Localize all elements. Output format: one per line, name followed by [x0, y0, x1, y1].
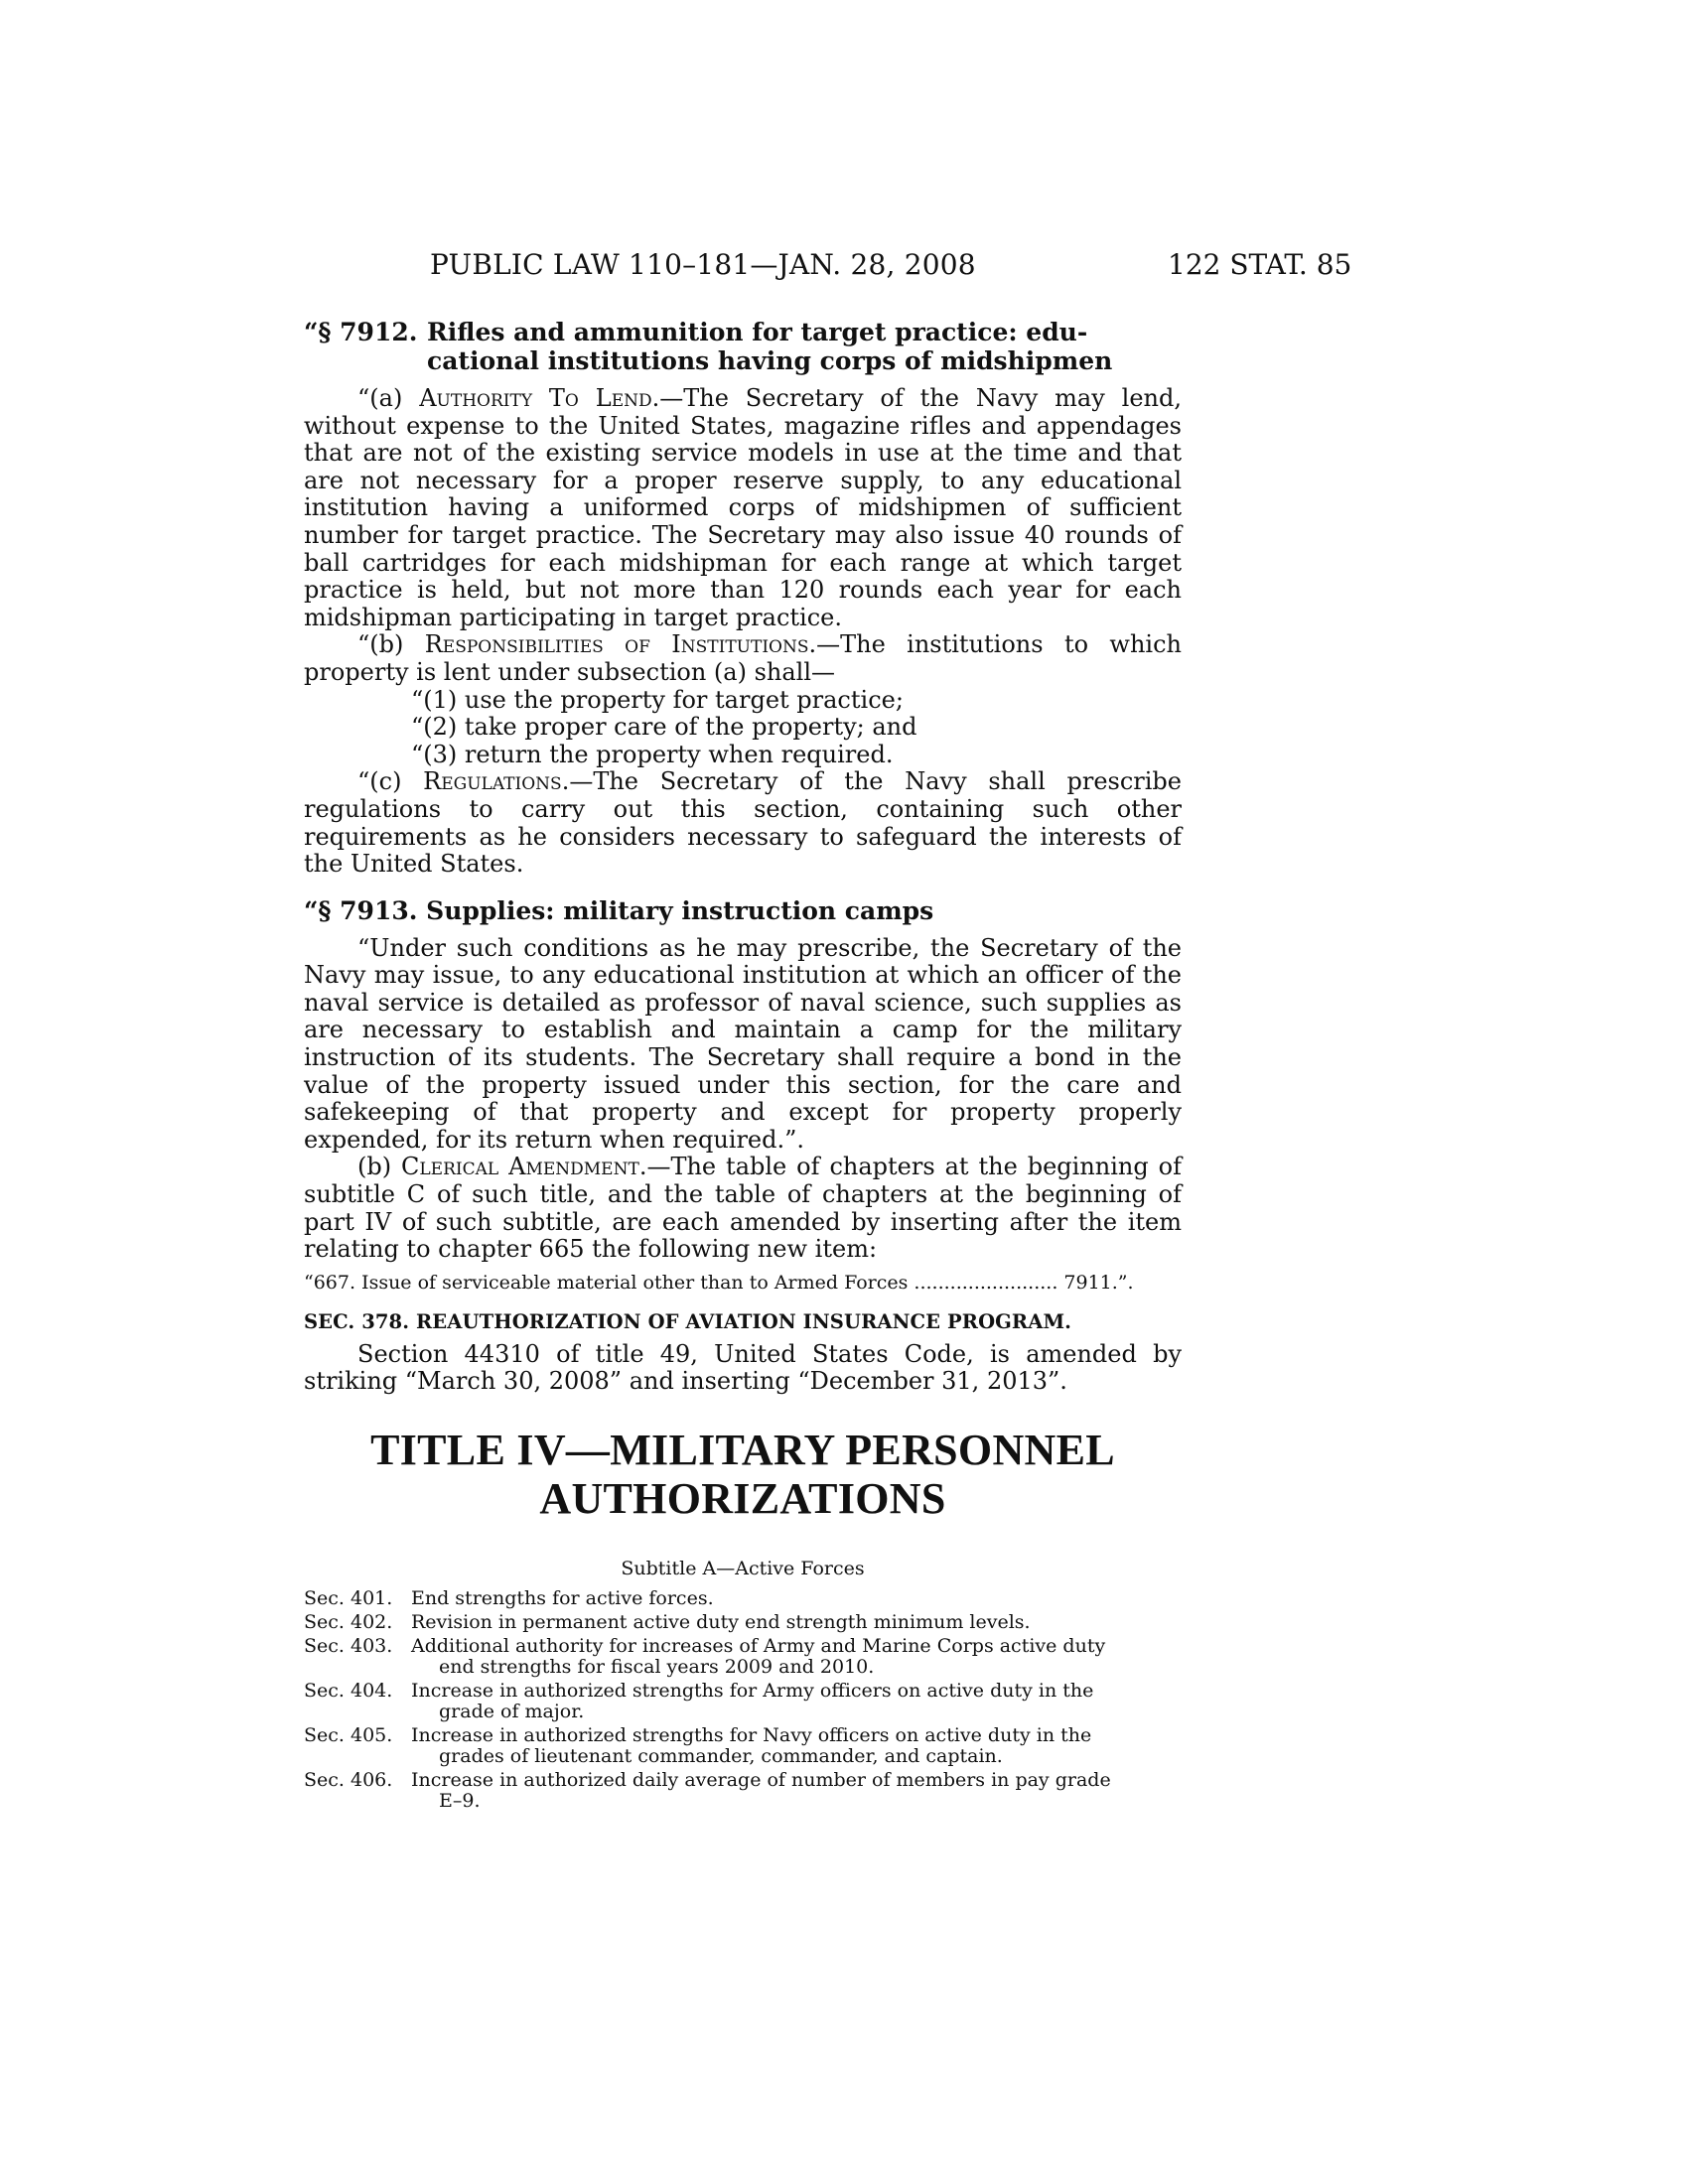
table-of-contents	[304, 1588, 1182, 1812]
toc-section-number: Sec. 403.	[304, 1635, 393, 1657]
subsection-c-heading: Regulations	[423, 767, 562, 796]
section-7912-heading	[304, 318, 1182, 375]
stat-page-number: 122 STAT. 85	[1168, 248, 1352, 281]
clerical-amendment-text: .—The table of chapters at the beginning of subtitle C of such title, and the table of chapters at the beginning of part IV of such subtitle, are each amended by inserting after the item relating to chapter 665 the following new item:	[304, 1153, 1183, 1264]
section-378-text: Section 44310 of title 49, United States Code, is amended by striking “March 30, 2008” and inserting “December 31, 2013”.	[304, 1339, 1182, 1396]
toc-section-description: Increase in authorized strengths for Army officers on active duty in the	[411, 1680, 1094, 1702]
subsection-b-label: “(b)	[357, 630, 425, 659]
document-body	[304, 318, 1182, 1815]
toc-entry	[304, 1636, 1182, 1678]
subsection-b-item-3: “(3) return the property when required.	[411, 740, 894, 768]
toc-section-description: End strengths for active forces.	[411, 1587, 714, 1609]
subsection-c-regulations	[304, 768, 1182, 878]
title-iv-heading	[304, 1426, 1182, 1523]
toc-entry	[304, 1770, 1182, 1812]
toc-section-description: Increase in authorized strengths for Navy officers on active duty in the	[411, 1724, 1092, 1746]
subsection-b-item-1: “(1) use the property for target practice;	[411, 685, 904, 714]
section-7913-heading: “§ 7913. Supplies: military instruction camps	[304, 895, 934, 925]
toc-entry	[304, 1612, 1182, 1633]
running-header	[0, 248, 1688, 288]
subsection-c-text: .—The Secretary of the Navy shall prescribe regulations to carry out this section, containing such other requirements as he considers necessary to safeguard the interests of the United States.	[304, 767, 1182, 879]
clerical-amendment-table-item: “667. Issue of serviceable material other than to Armed Forces ........................ 7911.”.	[304, 1271, 1134, 1294]
toc-section-description: Increase in authorized daily average of number of members in pay grade	[411, 1769, 1111, 1791]
toc-section-number: Sec. 404.	[304, 1680, 393, 1702]
toc-section-number: Sec. 401.	[304, 1587, 393, 1609]
public-law-citation: PUBLIC LAW 110–181—JAN. 28, 2008	[430, 248, 976, 281]
subsection-a-text: .—The Secretary of the Navy may lend, without expense to the United States, magazine rifles and appendages that are not of the existing service models in use at the time and that are not necessary for a proper reserve supply, to any educational institution having a uniformed corps of midshipmen of sufficient number for target practice. The Secretary may also issue 40 rounds of ball cartridges for each midshipman for each range at which target practice is held, but not more than 120 rounds each year for each midshipman participating in target practice.	[304, 384, 1182, 631]
toc-section-description: Additional authority for increases of Army and Marine Corps active duty	[411, 1635, 1106, 1657]
subsection-b-item-2: “(2) take proper care of the property; and	[411, 713, 917, 742]
section-7912-number: “§ 7912.	[304, 318, 418, 346]
section-7912-title-line-2: cational institutions having corps of midshipmen	[427, 346, 1113, 375]
toc-section-description-continued: end strengths for fiscal years 2009 and 2010.	[439, 1656, 875, 1678]
section-378-heading: SEC. 378. REAUTHORIZATION OF AVIATION INSURANCE PROGRAM.	[304, 1309, 1072, 1333]
subsection-b-responsibilities	[304, 631, 1182, 686]
toc-section-number: Sec. 402.	[304, 1611, 393, 1633]
clerical-amendment	[304, 1154, 1182, 1263]
section-7913-text: “Under such conditions as he may prescribe, the Secretary of the Navy may issue, to any educational institution at which an officer of the naval service is detailed as professor of naval science, such supplies as are necessary to establish and maintain a camp for the military instruction of its students. The Secretary shall require a bond in the value of the property issued under this section, for the care and safekeeping of that property and except for property properly expended, for its return when required.”.	[304, 933, 1182, 1154]
toc-entry	[304, 1588, 1182, 1609]
toc-entry	[304, 1681, 1182, 1722]
subsection-a-authority-to-lend	[304, 385, 1182, 631]
toc-section-number: Sec. 406.	[304, 1769, 393, 1791]
toc-section-description: Revision in permanent active duty end strength minimum levels.	[411, 1611, 1031, 1633]
subsection-b-text: .—The institutions to which property is lent under subsection (a) shall—	[304, 630, 1182, 686]
toc-entry	[304, 1725, 1182, 1767]
toc-section-description-continued: grades of lieutenant commander, commander, and captain.	[439, 1745, 1003, 1767]
subtitle-a-heading: Subtitle A—Active Forces	[621, 1558, 865, 1579]
clerical-amendment-heading: Clerical Amendment	[401, 1153, 639, 1181]
subsection-a-heading: Authority To Lend	[419, 384, 652, 412]
title-iv-line-1: TITLE IV—MILITARY PERSONNEL	[370, 1426, 1115, 1474]
subsection-b-heading: Responsibilities of Institutions	[424, 630, 809, 659]
title-iv-line-2: AUTHORIZATIONS	[539, 1474, 946, 1523]
toc-section-description-continued: grade of major.	[439, 1701, 585, 1722]
toc-section-description-continued: E–9.	[439, 1790, 481, 1812]
clerical-amendment-label: (b)	[357, 1153, 402, 1181]
section-7912-title-line-1: Rifles and ammunition for target practice: edu-	[427, 318, 1088, 346]
subsection-a-label: “(a)	[357, 384, 420, 412]
toc-section-number: Sec. 405.	[304, 1724, 393, 1746]
subsection-c-label: “(c)	[357, 767, 424, 796]
